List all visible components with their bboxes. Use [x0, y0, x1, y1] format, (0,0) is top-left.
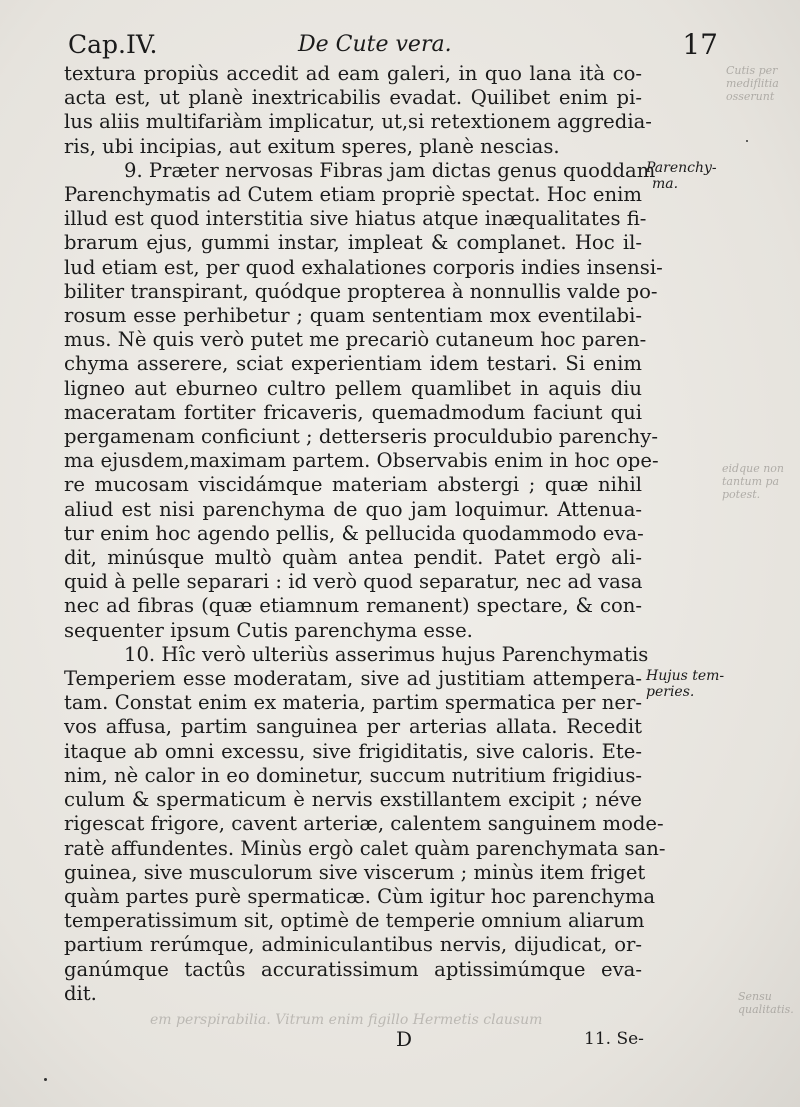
text-line: dit, minúsque multò quàm antea pendit. Patet ergò ali-: [64, 546, 642, 570]
margin-note-temperies: [646, 668, 724, 700]
text-line: maceratam fortiter fricaveris, quemadmodum faciunt qui: [64, 400, 642, 424]
margin-note-line: Parenchy-: [646, 160, 717, 176]
text-line: lud etiam est, per quod exhalationes corporis indies insensi-: [64, 255, 663, 279]
text-line: ris, ubi incipias, aut exitum speres, planè nescias.: [64, 134, 560, 158]
text-line: re mucosam viscidámque materiam abstergi ; quæ nihil: [64, 473, 642, 497]
text-line: nec ad fibras (quæ etiamnum remanent) spectare, & con-: [64, 594, 642, 618]
text-line: rigescat frigore, cavent arteriæ, calentem sanguinem mode-: [64, 812, 664, 836]
text-line: ganúmque tactûs accuratissimum aptissimúmque eva-: [64, 957, 642, 981]
text-line: brarum ejus, gummi instar, impleat & complanet. Hoc il-: [64, 231, 642, 255]
text-line: guinea, sive musculorum sive viscerum ; minùs item friget: [64, 860, 646, 884]
text-line: aliud est nisi parenchyma de quo jam loquimur. Attenua-: [64, 497, 642, 521]
running-title: De Cute vera.: [298, 32, 452, 57]
text-line: nim, nè calor in eo dominetur, succum nutritium frigidius-: [64, 763, 642, 787]
text-line: culum & spermaticum è nervis exstillantem excipit ; néve: [64, 788, 642, 812]
text-line: vos affusa, partim sanguinea per arterias allata. Recedit: [64, 715, 642, 739]
text-line: textura propiùs accedit ad eam galeri, in quo lana ità co-: [64, 62, 642, 85]
text-line: chyma asserere, sciat experientiam idem testari. Si enim: [64, 352, 642, 376]
text-line: ma ejusdem,maximam partem. Observabis enim in hoc ope-: [64, 449, 659, 473]
margin-note-parenchyma: [646, 160, 717, 192]
text-line: 9. Præter nervosas Fibras jam dictas genus quoddam: [124, 158, 656, 182]
text-line: acta est, ut planè inextricabilis evadat. Quilibet enim pi-: [64, 86, 642, 110]
text-line: lus aliis multifariàm implicatur, ut,si retextionem aggredia-: [64, 110, 652, 134]
text-line: dit.: [64, 981, 97, 1005]
text-line: quid à pelle separari : id verò quod separatur, nec ad vasa: [64, 570, 643, 594]
text-line: Parenchymatis ad Cutem etiam propriè spectat. Hoc enim: [64, 183, 642, 207]
text-line: temperatissimum sit, optimè de temperie omnium aliarum: [64, 909, 645, 933]
text-line: 10. Hîc verò ulteriùs asserimus hujus Parenchymatis: [124, 642, 649, 666]
text-line: biliter transpirant, quódque propterea à nonnullis valde po-: [64, 279, 658, 303]
bleed-through-text: Cutis per mediflitia osserunt: [726, 64, 779, 103]
text-line: tur enim hoc agendo pellis, & pellucida quodammodo eva-: [64, 521, 644, 545]
text-line: tam. Constat enim ex materia, partim spermatica per ner-: [64, 691, 642, 715]
bleed-through-text: eidque non tantum pa potest.: [722, 462, 784, 501]
bleed-through-text: Sensu qualitatis.: [738, 990, 794, 1016]
signature-mark: D: [396, 1027, 413, 1051]
page-number: 17: [682, 28, 718, 61]
text-line: partium rerúmque, adminiculantibus nervis, dijudicat, or-: [64, 933, 642, 957]
text-line: rosum esse perhibetur ; quam sententiam mox eventilabi-: [64, 304, 642, 328]
text-line: Temperiem esse moderatam, sive ad justitiam attempera-: [64, 667, 642, 691]
margin-note-line: Hujus tem-: [646, 668, 725, 684]
text-line: illud est quod interstitia sive hiatus atque inæqualitates fi-: [64, 207, 647, 231]
margin-note-line: ma.: [652, 176, 679, 192]
text-line: mus. Nè quis verò putet me precariò cutaneum hoc paren-: [64, 328, 647, 352]
chapter-label: Cap.IV.: [68, 30, 158, 59]
ink-speck: [746, 140, 748, 142]
text-line: quàm partes purè spermaticæ. Cùm igitur hoc parenchyma: [64, 884, 656, 908]
text-line: pergamenam conficiunt ; detterseris proculdubio parenchy-: [64, 425, 658, 449]
bleed-through-line: em perspirabilia. Vitrum enim figillo Hermetis clausum: [150, 1012, 543, 1028]
text-line: sequenter ipsum Cutis parenchyma esse.: [64, 618, 473, 642]
ink-speck: [44, 1078, 47, 1081]
text-line: ratè affundentes. Minùs ergò calet quàm parenchymata san-: [64, 836, 666, 860]
text-line: ligneo aut eburneo cultro pellem quamlibet in aquis diu: [64, 376, 642, 400]
margin-note-line: peries.: [646, 684, 695, 700]
running-header: [68, 30, 718, 64]
text-line: itaque ab omni excessu, sive frigiditatis, sive caloris. Ete-: [64, 739, 642, 763]
body-text: [64, 62, 666, 1006]
catchword: 11. Se-: [584, 1029, 644, 1049]
